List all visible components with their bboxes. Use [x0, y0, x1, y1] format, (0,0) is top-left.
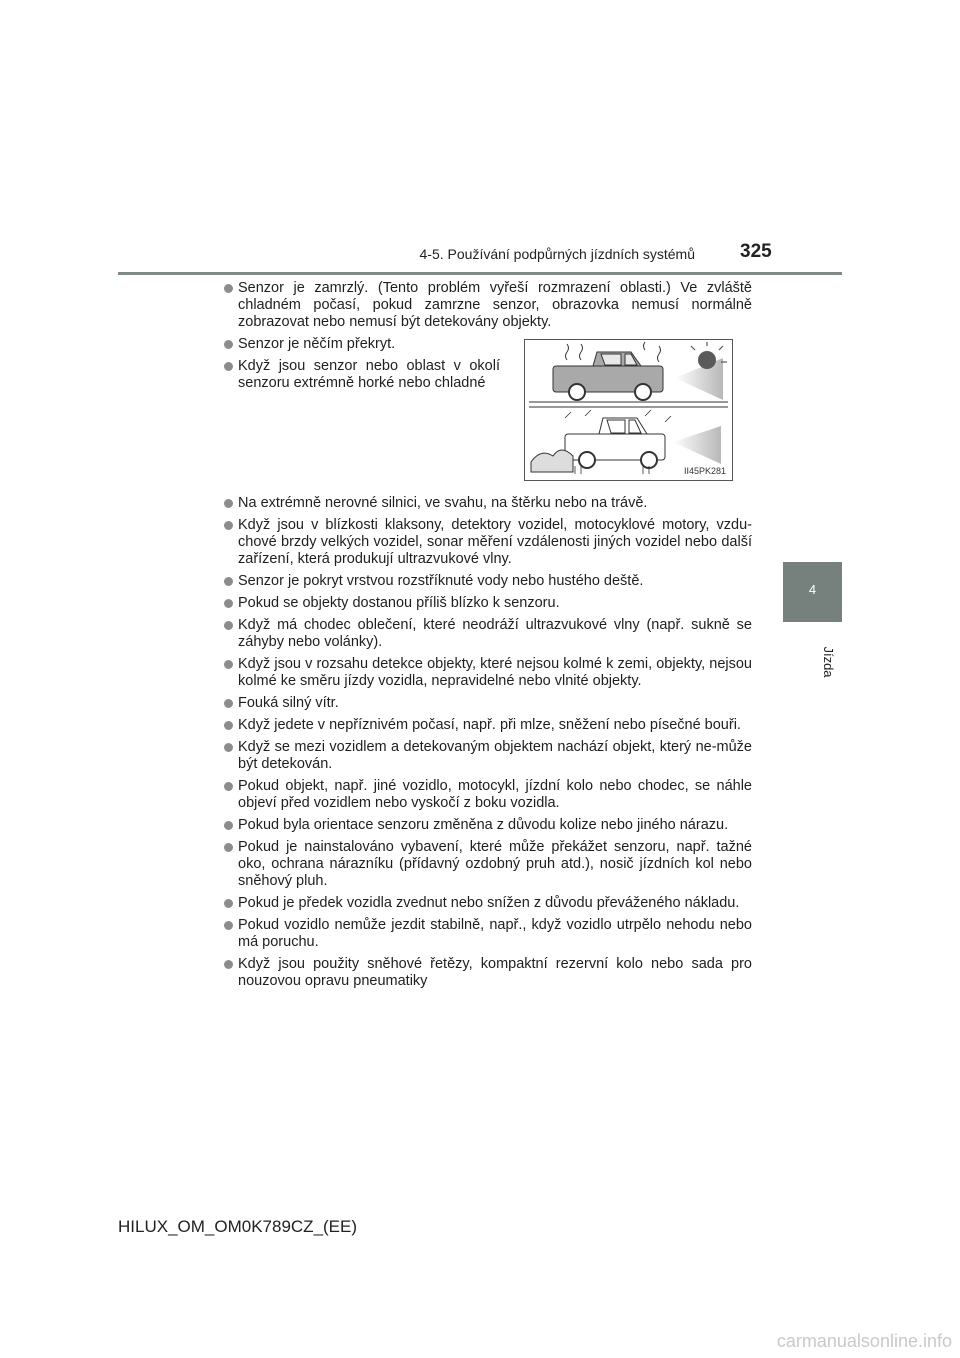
bullet-dot-icon [224, 721, 233, 730]
list-item: Pokud objekt, např. jiné vozidlo, motocykl, jízdní kolo nebo chodec, se náhle objeví před vozidlem nebo vyskočí z boku vozidla. [224, 778, 752, 812]
bullet-dot-icon [224, 599, 233, 608]
watermark: carmanualsonline.info [776, 1331, 952, 1351]
footer-document-code: HILUX_OM_OM0K789CZ_(EE) [118, 1217, 358, 1236]
header-divider [118, 272, 842, 275]
bullet-dot-icon [224, 621, 233, 630]
bullet-dot-icon [224, 960, 233, 969]
bullet-dot-icon [224, 577, 233, 586]
list-item: Pokud byla orientace senzoru změněna z důvodu kolize nebo jiného nárazu. [224, 817, 752, 834]
list-item: Senzor je zamrzlý. (Tento problém vyřeší rozmrazení oblasti.) Ve zvláště chladném počasí, pokud zamrzne senzor, obrazovka nemusí normálně zobrazovat nebo nemusí být detekovány objekty. [224, 280, 752, 331]
list-item: Pokud je předek vozidla zvednut nebo snížen z důvodu převáženého nákladu. [224, 895, 752, 912]
page-number: 325 [740, 241, 772, 262]
bullet-dot-icon [224, 499, 233, 508]
bullet-dot-icon [224, 699, 233, 708]
bullet-dot-icon [224, 743, 233, 752]
bullet-dot-icon [224, 340, 233, 349]
bullet-dot-icon [224, 660, 233, 669]
list-item: Na extrémně nerovné silnici, ve svahu, na štěrku nebo na trávě. [224, 495, 752, 512]
chapter-label: Jízda [821, 646, 836, 678]
list-item: Když jsou v rozsahu detekce objekty, které nejsou kolmé k zemi, objekty, nejsou kolmé ke směru jízdy vozidla, nepravidelné nebo vlnité objekty. [224, 656, 752, 690]
list-item: Pokud vozidlo nemůže jezdit stabilně, např., když vozidlo utrpělo nehodu nebo má poruchu. [224, 917, 752, 951]
list-item: Fouká silný vítr. [224, 695, 752, 712]
list-item: Senzor je něčím překryt. [224, 336, 752, 353]
list-item: Když jsou v blízkosti klaksony, detektory vozidel, motocyklové motory, vzdu-chové brzdy velkých vozidel, sonar měření vzdálenosti jiných vozidel nebo další zařízení, která produkují ultrazvukové vlny. [224, 517, 752, 568]
chapter-tab [783, 562, 842, 622]
bullet-dot-icon [224, 821, 233, 830]
bullet-dot-icon [224, 362, 233, 371]
list-item: Když má chodec oblečení, které neodráží ultrazvukové vlny (např. sukně se záhyby nebo volánky). [224, 617, 752, 651]
bullet-dot-icon [224, 284, 233, 293]
chapter-number: 4 [808, 582, 817, 597]
list-item: Pokud je nainstalováno vybavení, které může překážet senzoru, např. tažné oko, ochrana nárazníku (přídavný ozdobný pruh atd.), nosič jízdních kol nebo sněhový pluh. [224, 839, 752, 890]
bullet-dot-icon [224, 521, 233, 530]
list-item: Pokud se objekty dostanou příliš blízko k senzoru. [224, 595, 752, 612]
bullet-dot-icon [224, 899, 233, 908]
list-item: Když jsou senzor nebo oblast v okolí senzoru extrémně horké nebo chladné [224, 358, 500, 392]
vehicle-temperature-icon [525, 340, 732, 480]
header-section-title: 4-5. Používání podpůrných jízdních systémů [419, 246, 695, 262]
bullet-dot-icon [224, 921, 233, 930]
list-item: Když se mezi vozidlem a detekovaným objektem nachází objekt, který ne-může být detekován. [224, 739, 752, 773]
list-item: Když jedete v nepříznivém počasí, např. při mlze, sněžení nebo písečné bouři. [224, 717, 752, 734]
list-item: Když jsou použity sněhové řetězy, kompaktní rezervní kolo nebo sada pro nouzovou opravu pneumatiky [224, 956, 752, 990]
illustration-code: II45PK281 [683, 466, 726, 476]
bullet-dot-icon [224, 843, 233, 852]
sensor-temperature-illustration [524, 339, 733, 481]
bullet-dot-icon [224, 782, 233, 791]
list-item: Senzor je pokryt vrstvou rozstříknuté vody nebo hustého deště. [224, 573, 752, 590]
